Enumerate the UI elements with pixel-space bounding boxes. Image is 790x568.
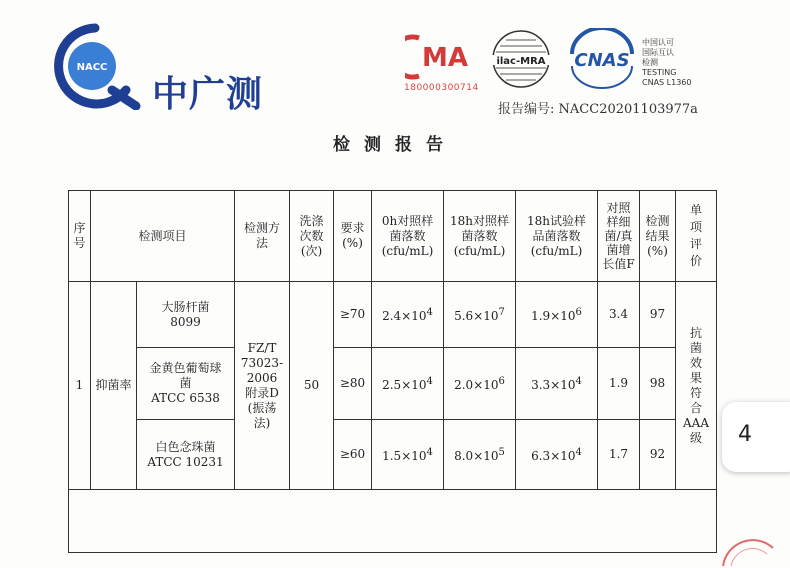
growth-value-cell: 3.4	[598, 282, 640, 348]
nacc-logo-icon	[40, 20, 150, 110]
col-requirement: 要求 (%)	[334, 191, 372, 282]
evaluation-cell: 抗 菌 效 果 符 合 AAA 级	[676, 282, 717, 490]
result-cell: 97	[640, 282, 676, 348]
page-number: 4	[738, 422, 752, 447]
count-18h-control-cell: $8.0\times 10^5$	[444, 420, 516, 490]
col-18h-test: 18h试验样 品菌落数 (cfu/mL)	[516, 191, 598, 282]
test-method: FZ/T 73023- 2006 附录D (振荡 法)	[235, 282, 290, 490]
count-18h-control-cell: $2.0\times 10^6$	[444, 348, 516, 420]
organism-cell: 大肠杆菌 8099	[137, 282, 235, 348]
cma-mark-icon	[405, 32, 477, 82]
col-18h-control: 18h对照样 菌落数 (cfu/mL)	[444, 191, 516, 282]
col-growth-value: 对照 样细 菌/真 菌增 长值F	[598, 191, 640, 282]
col-wash: 洗涤 次数 (次)	[290, 191, 334, 282]
requirement-cell: ≥80	[334, 348, 372, 420]
count-0h-cell: $2.5\times 10^4$	[372, 348, 444, 420]
page-indicator[interactable]	[722, 402, 790, 472]
count-0h-cell: $2.4\times 10^4$	[372, 282, 444, 348]
cnas-accreditation-text: 中国认可 国际互认 检测 TESTING CNAS L1360	[642, 38, 692, 87]
table-row	[69, 282, 717, 348]
col-evaluation: 单 项 评 价	[676, 191, 717, 282]
count-0h-cell: $1.5\times 10^4$	[372, 420, 444, 490]
cma-text: MA	[422, 43, 468, 73]
company-name: 中广测	[152, 74, 264, 115]
cnas-mark-icon	[564, 28, 640, 90]
col-0h-control: 0h对照样 菌落数 (cfu/mL)	[372, 191, 444, 282]
table-header-row	[69, 191, 717, 282]
count-18h-test-cell: $1.9\times 10^6$	[516, 282, 598, 348]
organism-cell: 白色念珠菌 ATCC 10231	[137, 420, 235, 490]
requirement-cell: ≥70	[334, 282, 372, 348]
table-row	[69, 420, 717, 490]
logo-badge-text: NACC	[76, 62, 108, 73]
table-row	[69, 348, 717, 420]
wash-count: 50	[290, 282, 334, 490]
row-number: 1	[69, 282, 91, 490]
ilac-mra-icon	[488, 28, 554, 90]
report-number: 报告编号: NACC20201103977a	[498, 102, 698, 117]
result-cell: 98	[640, 348, 676, 420]
blank-cell	[69, 490, 717, 553]
organism-cell: 金黄色葡萄球 菌 ATCC 6538	[137, 348, 235, 420]
growth-value-cell: 1.7	[598, 420, 640, 490]
requirement-cell: ≥60	[334, 420, 372, 490]
count-18h-test-cell: $6.3\times 10^4$	[516, 420, 598, 490]
col-no: 序 号	[69, 191, 91, 282]
document-title: 检测报告	[333, 135, 457, 155]
result-cell: 92	[640, 420, 676, 490]
col-result: 检测 结果 (%)	[640, 191, 676, 282]
cma-number: 180000300714	[404, 83, 479, 93]
growth-value-cell: 1.9	[598, 348, 640, 420]
stamp-icon	[715, 528, 775, 568]
ilac-text: ilac-MRA	[496, 56, 546, 67]
blank-row	[69, 490, 717, 553]
col-method: 检测方 法	[235, 191, 290, 282]
test-category: 抑菌率	[91, 282, 137, 490]
results-table	[68, 190, 717, 553]
company-logo	[40, 20, 280, 115]
col-item: 检测项目	[91, 191, 235, 282]
count-18h-test-cell: $3.3\times 10^4$	[516, 348, 598, 420]
count-18h-control-cell: $5.6\times 10^7$	[444, 282, 516, 348]
cnas-text: CNAS	[574, 50, 630, 71]
